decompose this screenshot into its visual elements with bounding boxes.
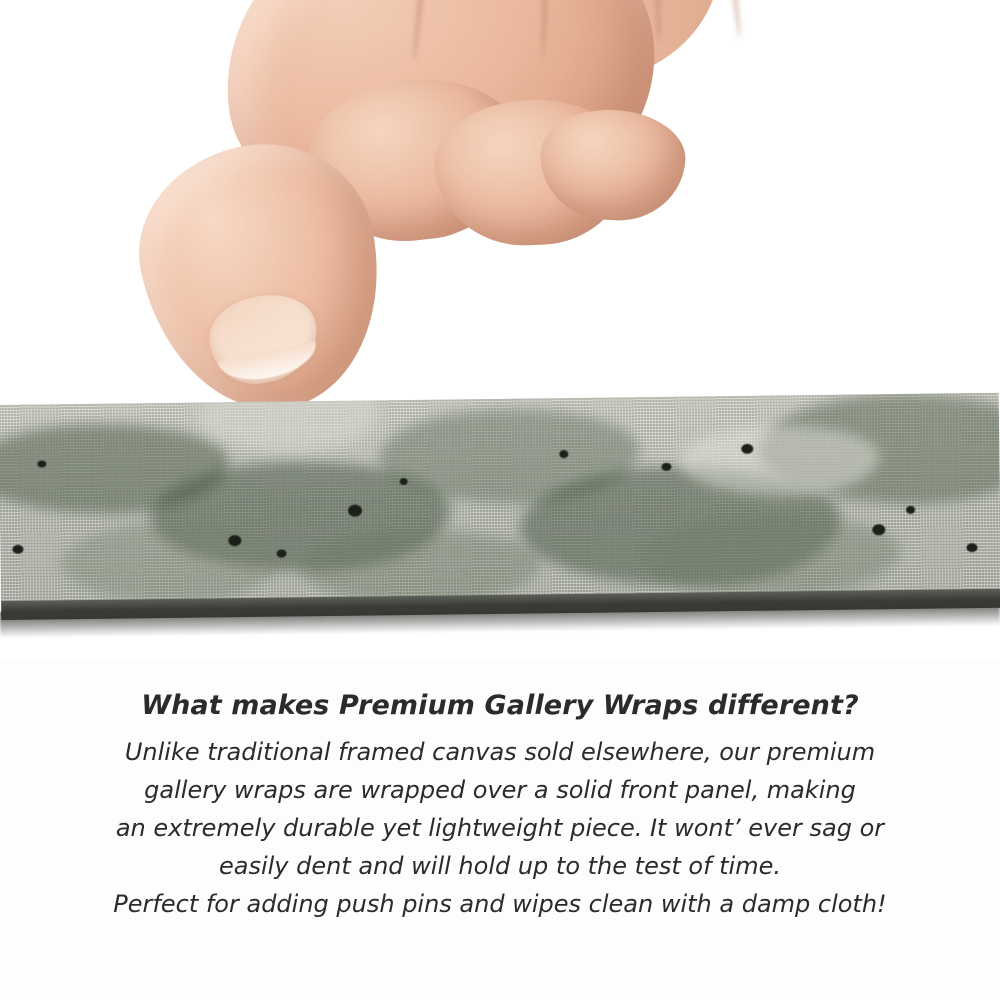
hand-illustration: [95, 0, 655, 430]
canvas-edge-strip: [0, 393, 1000, 620]
knuckle-crease: [540, 0, 552, 59]
caption-headline: What makes Premium Gallery Wraps different?: [141, 690, 859, 721]
texture-speck: [276, 550, 286, 558]
texture-speck: [37, 460, 46, 467]
caption-block: [0, 690, 1000, 923]
knuckle-crease: [411, 0, 433, 62]
caption-line: Unlike traditional framed canvas sold elsewhere, our premium: [124, 738, 876, 766]
caption-line: an extremely durable yet lightweight piece. It wont’ ever sag or: [115, 814, 885, 842]
knuckle-crease: [725, 0, 743, 38]
texture-speck: [741, 444, 753, 454]
caption-line: gallery wraps are wrapped over a solid front panel, making: [144, 776, 856, 804]
texture-speck: [12, 545, 23, 554]
texture-speck: [661, 463, 671, 471]
texture-speck: [966, 543, 977, 552]
texture-speck: [872, 524, 885, 535]
caption-line: easily dent and will hold up to the test of time.: [218, 852, 781, 880]
texture-speck: [906, 506, 915, 514]
texture-speck: [400, 478, 408, 485]
caption-line: Perfect for adding push pins and wipes clean with a damp cloth!: [113, 890, 887, 918]
texture-speck: [559, 450, 568, 458]
